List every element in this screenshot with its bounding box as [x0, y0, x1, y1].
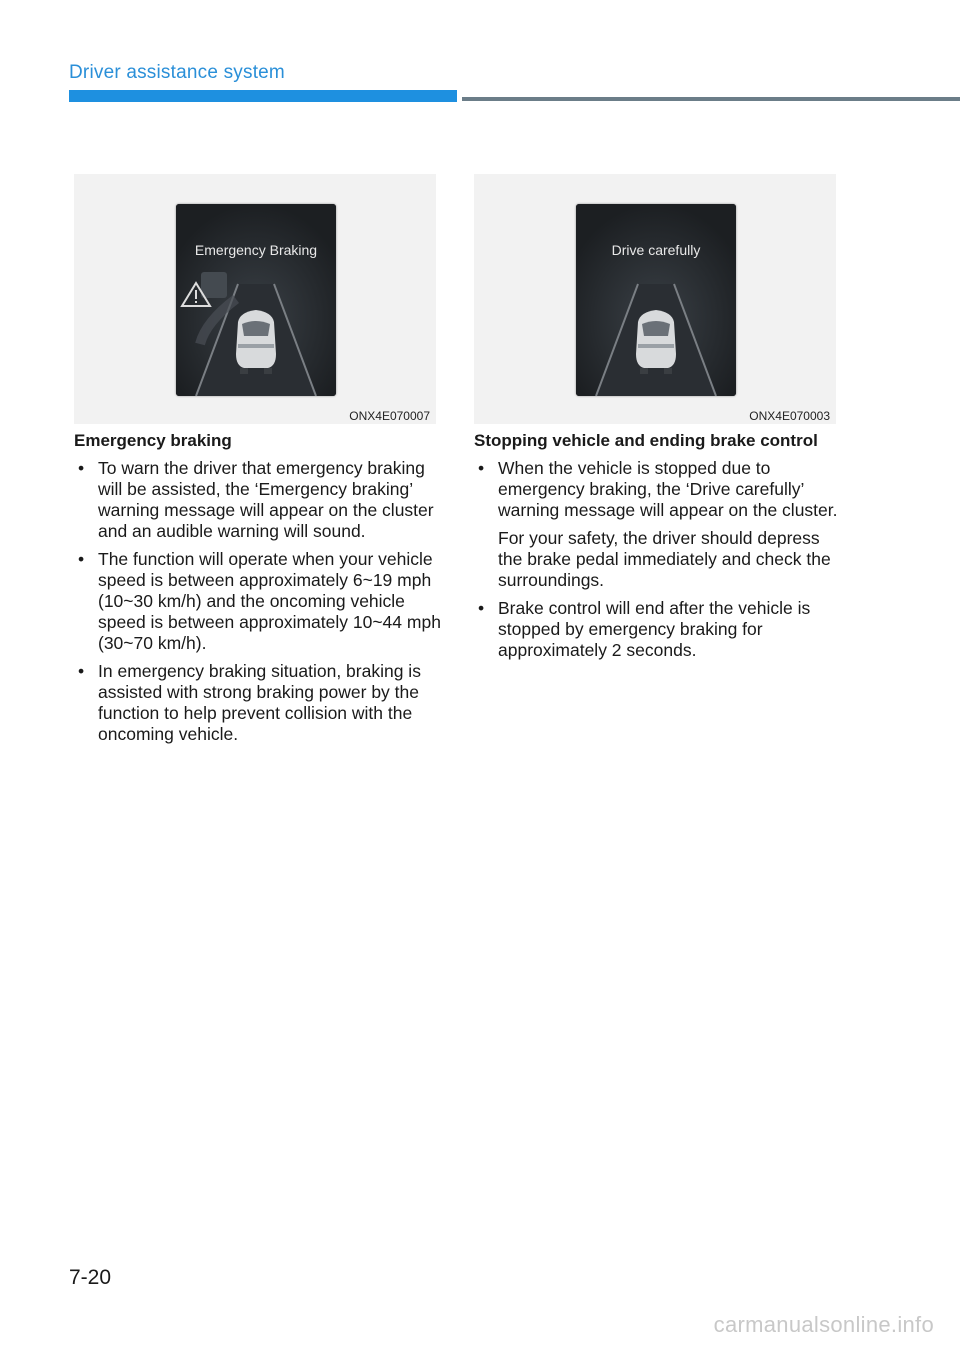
cluster-message: Emergency Braking — [194, 242, 318, 258]
bullet-text: • To warn the driver that emergency braking will be assisted, the ‘Emergency braking’ warning message will appear on the cluster and an audible warning will sound. — [98, 458, 434, 541]
oncoming-vehicle-icon — [201, 272, 227, 298]
bullet-text: • Brake control will end after the vehicle is stopped by emergency braking for approximately 2 seconds. — [498, 598, 811, 660]
section-heading: Emergency braking — [74, 431, 232, 450]
cluster-message: Drive carefully — [611, 242, 701, 258]
bullet-note: For your safety, the driver should depress the brake pedal immediately and check the surroundings. — [498, 528, 831, 590]
figure-emergency-braking — [74, 174, 436, 424]
cluster-road-graphic — [576, 204, 736, 396]
car-rear-icon — [636, 310, 676, 374]
figure-code: ONX4E070003 — [749, 409, 830, 423]
figure-code: ONX4E070007 — [349, 409, 430, 423]
bullet-text: • When the vehicle is stopped due to emergency braking, the ‘Drive carefully’ warning message will appear on the cluster. — [498, 458, 838, 520]
figure-drive-carefully — [474, 174, 836, 424]
emergency-braking-section — [74, 430, 444, 752]
bullet-list — [74, 458, 444, 745]
cluster-road-graphic — [176, 204, 336, 396]
section-heading: Stopping vehicle and ending brake control — [474, 431, 818, 450]
header-accent-bar — [69, 90, 457, 102]
list-item — [474, 458, 844, 591]
list-item — [74, 661, 444, 745]
cluster-display — [576, 204, 736, 396]
bullet-text: • In emergency braking situation, braking is assisted with strong braking power by the function to help prevent collision with the oncoming vehicle. — [98, 661, 421, 744]
list-item — [74, 549, 444, 654]
car-rear-icon — [236, 310, 276, 374]
section-title: Driver assistance system — [69, 62, 285, 83]
stopping-vehicle-section — [474, 430, 844, 668]
list-item — [74, 458, 444, 542]
cluster-display — [176, 204, 336, 396]
bullet-text: • The function will operate when your vehicle speed is between approximately 6~19 mph (10~30 km/h) and the oncoming vehicle speed is between approximately 10~44 mph (30~70 km/h). — [98, 549, 441, 653]
page-number: 7-20 — [69, 1266, 112, 1289]
bullet-list — [474, 458, 844, 661]
header-rule — [462, 97, 960, 101]
list-item — [474, 598, 844, 661]
watermark: carmanualsonline.info — [713, 1312, 934, 1337]
